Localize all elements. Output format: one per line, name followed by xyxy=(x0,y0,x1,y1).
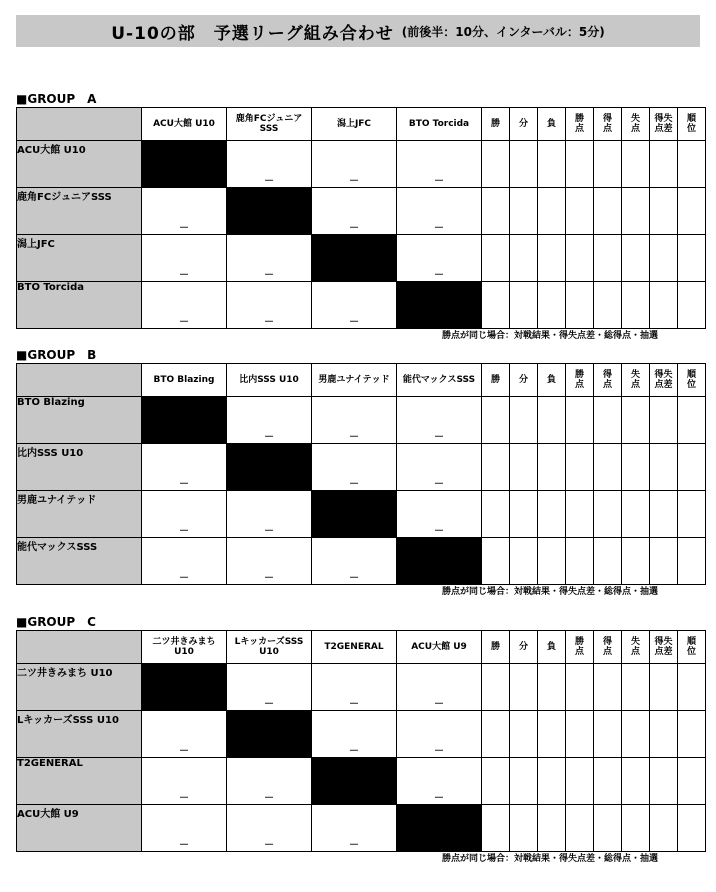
stat-cell xyxy=(678,711,706,758)
stat-cell xyxy=(650,141,678,188)
team-name: ACU大館 U10 xyxy=(17,141,142,188)
header-team: ACU大館 U9 xyxy=(397,631,482,664)
stat-cell xyxy=(538,444,566,491)
header-team: BTO Torcida xyxy=(397,108,482,141)
stat-cell xyxy=(538,758,566,805)
self-match-cell xyxy=(397,805,482,852)
stat-cell xyxy=(622,491,650,538)
stat-cell xyxy=(622,235,650,282)
table-row xyxy=(17,188,706,235)
stat-cell xyxy=(566,444,594,491)
title-bar xyxy=(16,15,700,47)
stat-cell xyxy=(678,664,706,711)
table-row xyxy=(17,444,706,491)
match-cell: － xyxy=(227,805,312,852)
match-cell: － xyxy=(142,538,227,585)
match-cell: － xyxy=(142,711,227,758)
stat-header: 勝 xyxy=(482,631,510,664)
stat-cell xyxy=(482,444,510,491)
stat-cell xyxy=(594,491,622,538)
stat-cell xyxy=(594,141,622,188)
stat-cell xyxy=(510,664,538,711)
stat-cell xyxy=(482,538,510,585)
corner-cell xyxy=(17,364,142,397)
stat-cell xyxy=(594,235,622,282)
stat-cell xyxy=(594,188,622,235)
stat-cell xyxy=(566,805,594,852)
tiebreak-note: 勝点が同じ場合：対戦結果・得失点差・総得点・抽選 xyxy=(441,331,658,341)
corner-cell xyxy=(17,631,142,664)
match-cell: － xyxy=(312,805,397,852)
stat-cell xyxy=(538,282,566,329)
match-cell: － xyxy=(312,397,397,444)
stat-cell xyxy=(650,397,678,444)
header-team: 二ツ井きみまち U10 xyxy=(142,631,227,664)
stat-cell xyxy=(594,397,622,444)
match-cell: － xyxy=(397,444,482,491)
stat-cell xyxy=(538,141,566,188)
stat-cell xyxy=(650,664,678,711)
page-subtitle: (前後半：10分、インターバル：5分) xyxy=(401,24,605,39)
stat-cell xyxy=(650,538,678,585)
stat-cell xyxy=(566,188,594,235)
match-cell: － xyxy=(312,282,397,329)
stat-cell xyxy=(510,491,538,538)
table-row xyxy=(17,758,706,805)
self-match-cell xyxy=(227,188,312,235)
stat-cell xyxy=(510,397,538,444)
stat-header: 順 位 xyxy=(678,108,706,141)
stat-cell xyxy=(538,188,566,235)
match-cell: － xyxy=(397,758,482,805)
table-row xyxy=(17,235,706,282)
stat-header: 得 点 xyxy=(594,631,622,664)
stat-cell xyxy=(482,805,510,852)
stat-cell xyxy=(650,711,678,758)
stat-cell xyxy=(678,491,706,538)
stat-cell xyxy=(510,188,538,235)
match-cell: － xyxy=(312,444,397,491)
header-team: ACU大館 U10 xyxy=(142,108,227,141)
stat-cell xyxy=(482,141,510,188)
match-cell: － xyxy=(312,188,397,235)
league-table xyxy=(16,107,706,329)
corner-cell xyxy=(17,108,142,141)
table-row xyxy=(17,664,706,711)
match-cell: － xyxy=(312,538,397,585)
header-team: 潟上JFC xyxy=(312,108,397,141)
header-team: 鹿角FCジュニアSSS xyxy=(227,108,312,141)
stat-cell xyxy=(678,805,706,852)
stat-header: 勝 点 xyxy=(566,631,594,664)
match-cell: － xyxy=(397,664,482,711)
match-cell: － xyxy=(142,188,227,235)
stat-header: 分 xyxy=(510,108,538,141)
stat-cell xyxy=(538,235,566,282)
group-b xyxy=(16,348,700,599)
stat-cell xyxy=(482,664,510,711)
page-title: U-10の部 予選リーグ組み合わせ xyxy=(111,23,394,44)
stat-cell xyxy=(510,141,538,188)
match-cell: － xyxy=(312,664,397,711)
self-match-cell xyxy=(397,538,482,585)
stat-cell xyxy=(538,711,566,758)
self-match-cell xyxy=(142,141,227,188)
match-cell: － xyxy=(142,805,227,852)
stat-header: 得失 点差 xyxy=(650,108,678,141)
stat-cell xyxy=(594,711,622,758)
team-name: 鹿角FCジュニアSSS xyxy=(17,188,142,235)
self-match-cell xyxy=(142,397,227,444)
match-cell: － xyxy=(227,282,312,329)
league-table xyxy=(16,363,706,585)
self-match-cell xyxy=(312,758,397,805)
match-cell: － xyxy=(397,188,482,235)
match-cell: － xyxy=(142,444,227,491)
match-cell: － xyxy=(227,538,312,585)
stat-cell xyxy=(482,758,510,805)
header-team: BTO Blazing xyxy=(142,364,227,397)
stat-cell xyxy=(622,805,650,852)
header-row xyxy=(17,364,706,397)
match-cell: － xyxy=(227,141,312,188)
self-match-cell xyxy=(142,664,227,711)
stat-header: 失 点 xyxy=(622,631,650,664)
header-row xyxy=(17,108,706,141)
match-cell: － xyxy=(312,141,397,188)
tiebreak-note: 勝点が同じ場合：対戦結果・得失点差・総得点・抽選 xyxy=(441,587,658,597)
match-cell: － xyxy=(397,491,482,538)
match-cell: － xyxy=(227,235,312,282)
stat-cell xyxy=(622,758,650,805)
stat-header: 勝 点 xyxy=(566,364,594,397)
match-cell: － xyxy=(142,758,227,805)
team-name: LキッカーズSSS U10 xyxy=(17,711,142,758)
stat-cell xyxy=(594,282,622,329)
match-cell: － xyxy=(312,711,397,758)
stat-header: 分 xyxy=(510,631,538,664)
stat-cell xyxy=(594,444,622,491)
header-team: 男鹿ユナイテッド xyxy=(312,364,397,397)
match-cell: － xyxy=(227,397,312,444)
stat-cell xyxy=(622,282,650,329)
stat-cell xyxy=(594,758,622,805)
stat-cell xyxy=(650,758,678,805)
stat-cell xyxy=(538,664,566,711)
stat-header: 得 点 xyxy=(594,364,622,397)
stat-header: 分 xyxy=(510,364,538,397)
header-team: 比内SSS U10 xyxy=(227,364,312,397)
match-cell: － xyxy=(142,491,227,538)
match-cell: － xyxy=(142,282,227,329)
stat-cell xyxy=(566,397,594,444)
group-c xyxy=(16,615,700,866)
group-a xyxy=(16,92,700,343)
stat-header: 得失 点差 xyxy=(650,631,678,664)
team-name: 男鹿ユナイテッド xyxy=(17,491,142,538)
stat-cell xyxy=(510,805,538,852)
stat-cell xyxy=(566,235,594,282)
stat-cell xyxy=(622,538,650,585)
header-team: LキッカーズSSS U10 xyxy=(227,631,312,664)
match-cell: － xyxy=(227,491,312,538)
stat-cell xyxy=(622,444,650,491)
self-match-cell xyxy=(312,235,397,282)
team-name: 潟上JFC xyxy=(17,235,142,282)
stat-cell xyxy=(566,282,594,329)
stat-cell xyxy=(510,282,538,329)
table-row xyxy=(17,711,706,758)
self-match-cell xyxy=(312,491,397,538)
stat-cell xyxy=(566,141,594,188)
stat-cell xyxy=(510,444,538,491)
stat-header: 負 xyxy=(538,364,566,397)
team-name: T2GENERAL xyxy=(17,758,142,805)
stat-header: 負 xyxy=(538,108,566,141)
self-match-cell xyxy=(397,282,482,329)
stat-cell xyxy=(650,805,678,852)
stat-cell xyxy=(594,805,622,852)
stat-cell xyxy=(678,141,706,188)
match-cell: － xyxy=(397,235,482,282)
match-cell: － xyxy=(397,141,482,188)
stat-cell xyxy=(678,538,706,585)
match-cell: － xyxy=(227,664,312,711)
stat-header: 勝 点 xyxy=(566,108,594,141)
stat-cell xyxy=(510,758,538,805)
stat-cell xyxy=(566,664,594,711)
stat-header: 順 位 xyxy=(678,631,706,664)
stat-cell xyxy=(622,711,650,758)
stat-cell xyxy=(510,711,538,758)
stat-cell xyxy=(538,538,566,585)
team-name: 比内SSS U10 xyxy=(17,444,142,491)
team-name: 能代マックスSSS xyxy=(17,538,142,585)
stat-cell xyxy=(622,397,650,444)
group-label: ■GROUP A xyxy=(16,92,97,106)
stat-cell xyxy=(538,491,566,538)
stat-cell xyxy=(566,491,594,538)
stat-cell xyxy=(678,282,706,329)
self-match-cell xyxy=(227,711,312,758)
stat-cell xyxy=(622,141,650,188)
stat-cell xyxy=(678,188,706,235)
table-row xyxy=(17,491,706,538)
stat-cell xyxy=(538,805,566,852)
stat-cell xyxy=(678,758,706,805)
stat-header: 失 点 xyxy=(622,108,650,141)
league-table xyxy=(16,630,706,852)
stat-cell xyxy=(650,188,678,235)
stat-cell xyxy=(510,235,538,282)
header-team: T2GENERAL xyxy=(312,631,397,664)
stat-cell xyxy=(622,664,650,711)
stat-header: 順 位 xyxy=(678,364,706,397)
match-cell: － xyxy=(142,235,227,282)
stat-cell xyxy=(482,188,510,235)
group-label: ■GROUP C xyxy=(16,615,96,629)
stat-cell xyxy=(482,711,510,758)
table-row xyxy=(17,282,706,329)
stat-cell xyxy=(566,758,594,805)
tiebreak-note: 勝点が同じ場合：対戦結果・得失点差・総得点・抽選 xyxy=(441,854,658,864)
match-cell: － xyxy=(397,397,482,444)
stat-header: 得失 点差 xyxy=(650,364,678,397)
stat-cell xyxy=(650,444,678,491)
match-cell: － xyxy=(227,758,312,805)
stat-cell xyxy=(678,444,706,491)
team-name: 二ツ井きみまち U10 xyxy=(17,664,142,711)
stat-cell xyxy=(594,538,622,585)
stat-cell xyxy=(538,397,566,444)
team-name: BTO Blazing xyxy=(17,397,142,444)
self-match-cell xyxy=(227,444,312,491)
stat-header: 勝 xyxy=(482,108,510,141)
stat-cell xyxy=(622,188,650,235)
stat-header: 勝 xyxy=(482,364,510,397)
stat-cell xyxy=(510,538,538,585)
stat-header: 得 点 xyxy=(594,108,622,141)
header-team: 能代マックスSSS xyxy=(397,364,482,397)
stat-cell xyxy=(594,664,622,711)
stat-cell xyxy=(650,491,678,538)
group-label: ■GROUP B xyxy=(16,348,97,362)
stat-cell xyxy=(650,235,678,282)
stat-cell xyxy=(566,538,594,585)
header-row xyxy=(17,631,706,664)
stat-cell xyxy=(482,282,510,329)
stat-header: 失 点 xyxy=(622,364,650,397)
stat-cell xyxy=(566,711,594,758)
stat-cell xyxy=(482,397,510,444)
table-row xyxy=(17,397,706,444)
table-row xyxy=(17,141,706,188)
stat-cell xyxy=(482,235,510,282)
team-name: BTO Torcida xyxy=(17,282,142,329)
stat-cell xyxy=(678,397,706,444)
stat-header: 負 xyxy=(538,631,566,664)
stat-cell xyxy=(650,282,678,329)
team-name: ACU大館 U9 xyxy=(17,805,142,852)
match-cell: － xyxy=(397,711,482,758)
stat-cell xyxy=(678,235,706,282)
table-row xyxy=(17,538,706,585)
table-row xyxy=(17,805,706,852)
stat-cell xyxy=(482,491,510,538)
